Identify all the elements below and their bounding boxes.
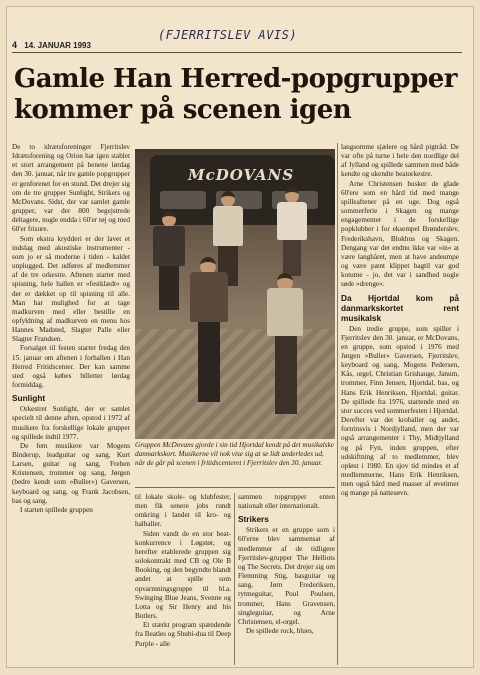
headline-line-2: kommer på scenen igen	[14, 95, 352, 125]
street-ground	[135, 329, 335, 439]
article-paragraph: Et stærkt program spændende fra Beatles og Shubi-dua til Deep Purple - alle	[135, 621, 232, 648]
subheading-sunlight: Sunlight	[12, 393, 46, 404]
article-column-2a	[135, 493, 231, 649]
article-paragraph: sammen topgrupper enten nationalt eller internationalt.	[238, 493, 335, 511]
subheading-strikers: Strikers	[238, 514, 269, 525]
article-paragraph: De to idrætsforeninger Fjerritslev Idrætsforening og Orion har igen stablet et stort arrangement på benene lørdag den 30. januar, når tre gamle popgrupper er genforenet for en stund. Det drejer sig om de tre grupper Sunlight, Strikers og McDovans. Sidst, der var samlet gamle grupper, var der 800 begejstrede deltagere, nogle endda i 60'er tøj og med 60'er frisure.	[12, 143, 130, 234]
issue-date: 14. JANUAR 1993	[24, 41, 91, 50]
handwritten-note: (FJERRITSLEV AVIS)	[158, 28, 298, 42]
headline-line-1: Gamle Han Herred-popgrupper	[14, 64, 457, 94]
header-rule	[12, 52, 462, 53]
article-paragraph: De spillede rock, blues,	[246, 627, 314, 636]
article-paragraph: Forsalget til festen starter fredag den 15. januar om aftenen i forhallen i Han Herred Fritidscenter. Der kan samme sted også købes billetter lørdag formiddag.	[12, 344, 130, 390]
column-divider	[234, 493, 235, 665]
article-paragraph: Siden vandt de en stor beat-konkurrence i Løgstør, og herefter etablerede gruppen sig solokontrakt med CB og Ole B Booking, og den begyndte blandt andet at spille som opvarmningsgruppe til bl.a. Swinging Blue Jeans, Svenne og Lotta og Sir Henry and his Butlers.	[135, 529, 231, 621]
van-lettering: McDOVANS	[188, 166, 295, 184]
article-column-3	[341, 143, 459, 498]
article-paragraph: Strikers er en gruppe som i 60'erne blev sammensat af medlemmer af de tidligere Fjerritslev-grupper The Helliots og The Secrets. Det drejer sig om Flemming Stig, basguitar og sang, Jørn Frederiksen, rytmeguitar, Poul Poulsen, trommer, Hans Gravensen, singleguitar, og Arne Christensen, el-orgel.	[238, 526, 335, 626]
article-paragraph: til lokale skole- og klubfester, men fik senere jobs rundt omkring i landet til kro- og halballer.	[135, 493, 231, 529]
column-divider	[337, 143, 338, 665]
article-paragraph: Arne Christensen husker de glade 60'ere som en hård tid med mange spilleaftener på en uge. Dog også sommerferie i Skagen og mange engagementer i de forskellige popklubber i for eksempel Brønderslev, Frederikshavn, Blokhus og Skagen. Dengang var det endnu ikke var »in« at være langhåret, men at have andeumpe og være pænt klippet bagtil var god kotume - jo, det var i sandhed nogle søde »drenge«.	[341, 179, 459, 289]
headline	[14, 64, 464, 126]
article-paragraph: De fem musikere var Mogens Binderup, leadguitar og sang, Kurt Larsen, guitar og sang, Freben Kristensen, trommer og sang, Jørgen (bedre kendt som »Buller«) Gaversen, keyboard og sang, og Frank Jacobsen, bas og sang.	[12, 441, 130, 505]
article-column-2b	[238, 493, 335, 636]
article-paragraph: langsomme sjælere og hård pigtråd. De var ofte på turne i hele den nordlige del af Jylland og spillede sammen med både kendte og ukendte beatorkestre.	[341, 143, 459, 179]
article-paragraph: Den tredie gruppe, som spiller i Fjerritslev den 30. januar, er McDovans, en gruppe, som opstod i 1976 med Jørgen »Buller« Gaversen, Fjerritslev, keyboard og sang, Mogens Pedersen, Kås, orgel, Christian Grishauge, Janum, trommer, Finn Jensen, Hjortdal, bas, og Hans Erik Henriksen, Hjortdal, guitar. De spillede fra 1976, startende med en stor succes ved sommerfesten i Hjortdal. Derefter var det kroballer og andet, fortrinsvis i Nordjylland, men der var også arrangementer i Thy, Midtjylland og på Fyn, inden gruppen, efter udskiftning af to medlemmer, blev opløst i 1980. En sjov tid mindes et af medlemmerne, Hans Erik Henriksen, men også hård med masser af øvetimer og mange på nattesøvn.	[341, 324, 459, 498]
article-paragraph: Orkestret Sunlight, der er samlet specielt til denne aften, opstod i 1972 af musikere fra forskellige lokale grupper og spillede indtil 1977.	[12, 405, 130, 441]
subheading-hjortdal: Da Hjortdal kom på danmarkskortet rent musikalsk	[341, 292, 459, 323]
article-column-1	[12, 143, 130, 515]
article-paragraph: Som ekstra krydderi er der lavet et indslag med akustiske instrumenter - som jo er så moderne i tiden - kaldet unplugged. Det udføres af medlemmer af de tre orkestre. Aftenen starter med spisning, hele hallen er »festklædt« og der er dækket op til spisning til alle. Man har mulighed for at tage madkurven med eller bestille en opfyldning af madkurven en menu hos Hannes Madsted, Slagter Palle eller Slagter Frandsen.	[12, 234, 130, 344]
page-number: 4	[12, 40, 18, 50]
caption-rule	[135, 487, 335, 488]
band-photo	[135, 149, 335, 439]
article-paragraph: I starten spillede gruppen	[20, 505, 93, 514]
photo-caption: Gruppen McDovans gjorde i sin tid Hjortdal kendt på det musikalske danmarkskort. Musikerne vil nok vise sig at se lidt anderledes ud, når de går på scenen i fritidscenteret i Fjerritslev den 30. januar.	[135, 441, 334, 467]
